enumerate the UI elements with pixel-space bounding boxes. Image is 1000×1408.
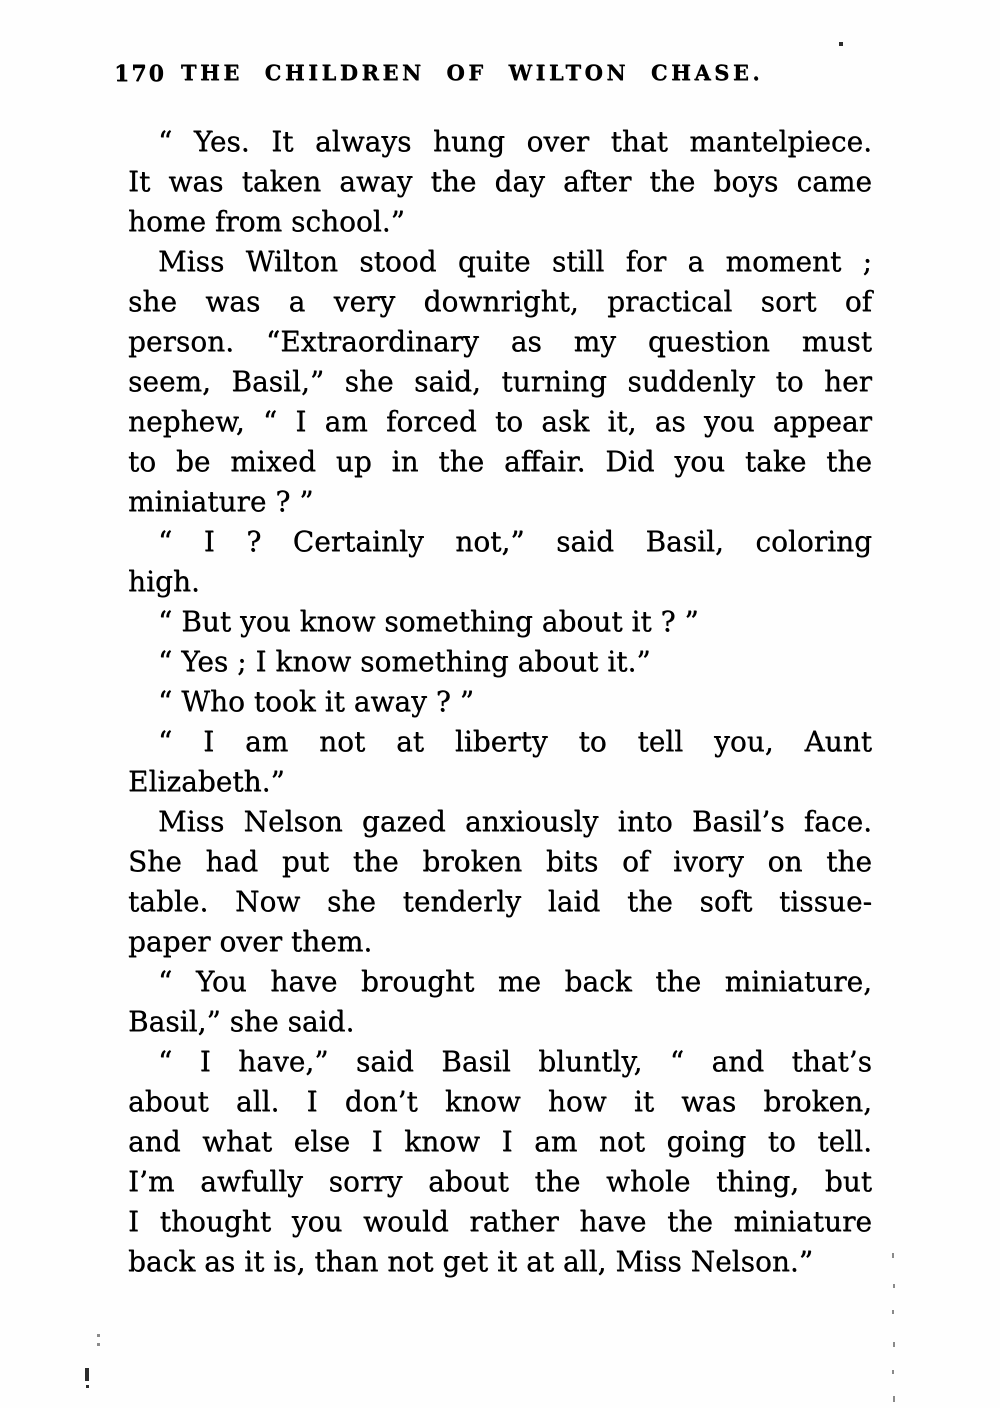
text-line: miniature ? ”	[128, 485, 314, 518]
text-line: to be mixed up in the affair. Did you take the	[128, 445, 872, 478]
text-line: Miss Nelson gazed anxiously into Basil’s face.	[158, 805, 872, 838]
scan-speck	[85, 1368, 89, 1381]
page-number: 170	[114, 61, 166, 87]
running-title: THE CHILDREN OF WILTON CHASE.	[180, 60, 764, 85]
scan-speck	[892, 1370, 894, 1374]
scan-speck	[86, 1385, 89, 1388]
text-line: “ Yes. It always hung over that mantelpiece.	[158, 125, 872, 158]
text-line: she was a very downright, practical sort of	[128, 285, 872, 318]
text-line: “ I ? Certainly not,” said Basil, coloring	[158, 525, 872, 558]
text-line: “ Who took it away ? ”	[158, 685, 475, 718]
text-line: “ But you know something about it ? ”	[158, 605, 699, 638]
text-line: high.	[128, 565, 200, 598]
text-line: “ I am not at liberty to tell you, Aunt	[158, 725, 872, 758]
scan-speck	[97, 1334, 100, 1337]
text-line: “ I have,” said Basil bluntly, “ and that’s	[158, 1045, 872, 1078]
text-line: about all. I don’t know how it was broken,	[128, 1085, 872, 1118]
scan-speck	[893, 1396, 895, 1402]
scan-speck	[97, 1343, 100, 1346]
text-line: I’m awfully sorry about the whole thing, but	[128, 1165, 872, 1198]
text-line: “ You have brought me back the miniature,	[158, 965, 872, 998]
text-line: seem, Basil,” she said, turning suddenly to her	[128, 365, 872, 398]
scan-speck	[892, 1310, 894, 1314]
scan-speck	[839, 42, 843, 46]
scan-speck	[892, 1253, 894, 1258]
text-line: “ Yes ; I know something about it.”	[158, 645, 651, 678]
text-line: Miss Wilton stood quite still for a moment ;	[158, 245, 872, 278]
text-line: paper over them.	[128, 925, 373, 958]
text-line: It was taken away the day after the boys came	[128, 165, 872, 198]
text-line: and what else I know I am not going to tell.	[128, 1125, 872, 1158]
text-line: home from school.”	[128, 205, 405, 238]
scan-speck	[893, 1284, 895, 1288]
text-line: back as it is, than not get it at all, Miss Nelson.”	[128, 1245, 814, 1278]
text-line: person. “Extraordinary as my question must	[128, 325, 872, 358]
page-text	[128, 122, 872, 1282]
text-line: She had put the broken bits of ivory on the	[128, 845, 872, 878]
text-line: table. Now she tenderly laid the soft tissue-	[128, 885, 872, 918]
running-head	[114, 58, 872, 94]
text-line: I thought you would rather have the miniature	[128, 1205, 872, 1238]
text-line: Elizabeth.”	[128, 765, 285, 798]
scan-speck	[893, 1342, 895, 1347]
text-line: nephew, “ I am forced to ask it, as you appear	[128, 405, 872, 438]
text-line: Basil,” she said.	[128, 1005, 355, 1038]
